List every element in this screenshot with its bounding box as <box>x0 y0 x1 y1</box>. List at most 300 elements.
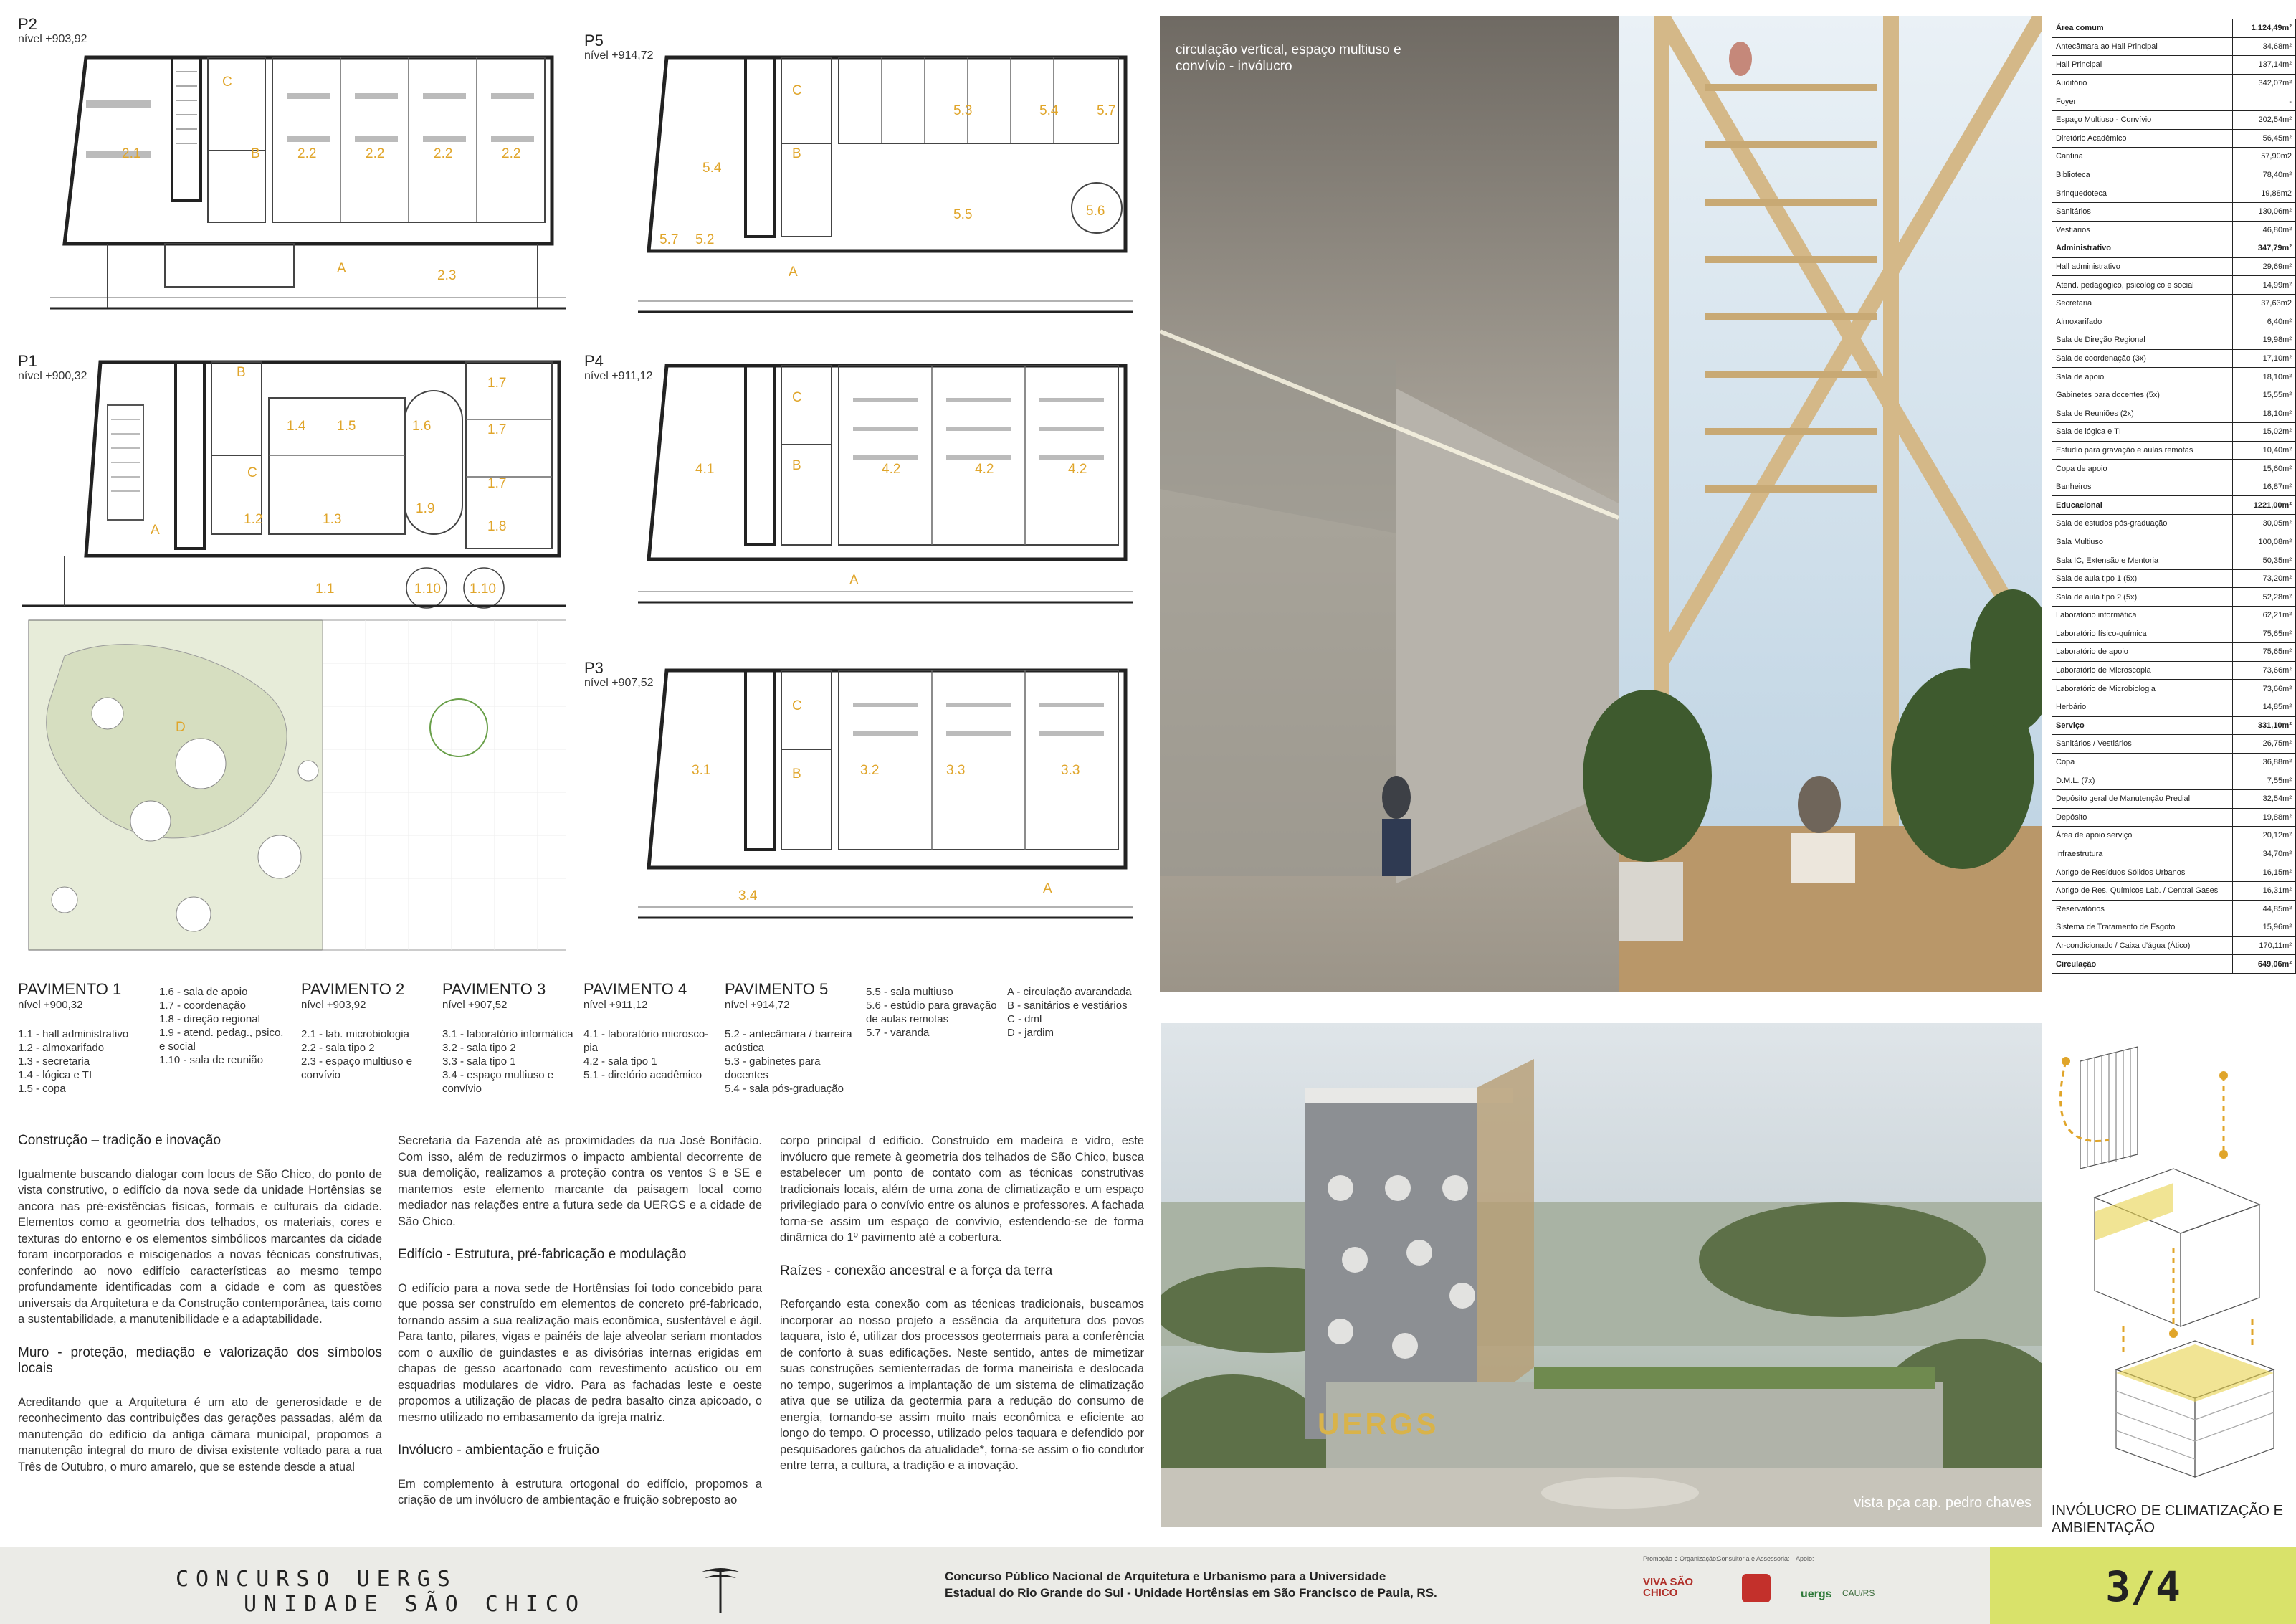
legend-common-areas <box>1007 985 1131 1040</box>
uergs-logo: uergs <box>1801 1588 1832 1600</box>
area-row <box>2052 56 2296 75</box>
legend-item: e social <box>159 1040 196 1053</box>
area-row <box>2052 845 2296 863</box>
legend-item: 2.2 - sala tipo 2 <box>301 1042 375 1054</box>
area-row <box>2052 625 2296 643</box>
area-value: 130,06m² <box>2233 202 2296 221</box>
room-label: C <box>792 698 802 713</box>
caption-interior: circulação vertical, espaço multiuso e convívio - invólucro <box>1176 42 1401 74</box>
legend-item: convívio <box>442 1083 482 1095</box>
page-badge <box>1990 1547 2296 1624</box>
room-label: 1.7 <box>487 476 507 491</box>
legend-item: 5.6 - estúdio para gravação <box>866 999 997 1012</box>
area-name: Sanitários / Vestiários <box>2052 735 2233 754</box>
level-name: P5 <box>584 32 604 49</box>
area-row <box>2052 551 2296 570</box>
support-label: Apoio: <box>1796 1555 1814 1562</box>
legend-elevation: nível +900,32 <box>18 999 83 1011</box>
area-row <box>2052 789 2296 808</box>
area-name: Copa de apoio <box>2052 460 2233 478</box>
room-label: 1.4 <box>287 419 306 434</box>
area-value: 15,96m² <box>2233 918 2296 937</box>
room-label: 5.6 <box>1086 204 1105 219</box>
room-label: A <box>337 261 346 276</box>
contest-description <box>945 1568 1437 1601</box>
area-name: Sistema de Tratamento de Esgoto <box>2052 918 2233 937</box>
area-name: D.M.L. (7x) <box>2052 771 2233 790</box>
text-column-2 <box>398 1133 762 1526</box>
room-label: C <box>792 83 802 98</box>
room-label: B <box>792 766 801 782</box>
area-row <box>2052 735 2296 754</box>
area-name: Sala de Direção Regional <box>2052 331 2233 350</box>
area-value: 16,87m² <box>2233 478 2296 496</box>
legend-elevation: nível +911,12 <box>583 999 648 1011</box>
level-elevation: nível +903,92 <box>18 33 87 45</box>
paragraph: Acreditando que a Arquitetura é um ato de generosidade e de reconhecimento das contribuições das gerações passadas, além da manutenção do edifício da antiga câmara municipal, propomos a manutenção integral do muro de divisa existente voltado para a rua Três de Outubro, o muro amarelo, que se estende desde a atual <box>18 1395 382 1473</box>
area-row <box>2052 607 2296 625</box>
legend-item: 2.3 - espaço multiuso e <box>301 1055 413 1068</box>
legend-item: 5.3 - gabinetes para <box>725 1055 821 1068</box>
area-row <box>2052 184 2296 203</box>
section-heading: Muro - proteção, mediação e valorização dos símbolos locais <box>18 1344 382 1376</box>
legend-elevation: nível +907,52 <box>442 999 508 1011</box>
area-row <box>2052 460 2296 478</box>
floor-plan-p1 <box>22 355 566 957</box>
legend-item: 1.5 - copa <box>18 1083 66 1095</box>
area-value: 44,85m² <box>2233 900 2296 918</box>
caption-diagram: INVÓLUCRO DE CLIMATIZAÇÃO E AMBIENTAÇÃO <box>2052 1503 2284 1536</box>
area-table <box>2052 19 2296 974</box>
area-value: 7,55m² <box>2233 771 2296 790</box>
area-value: 202,54m² <box>2233 110 2296 129</box>
caption-exterior: vista pça cap. pedro chaves <box>1854 1495 2031 1511</box>
area-name: Brinquedoteca <box>2052 184 2233 203</box>
legend-item: 5.5 - sala multiuso <box>866 986 953 998</box>
legend-item: 5.1 - diretório acadêmico <box>583 1069 702 1081</box>
area-value: 17,10m² <box>2233 349 2296 368</box>
area-name: Administrativo <box>2052 239 2233 258</box>
description-line: Concurso Público Nacional de Arquitetura e Urbanismo para a Universidade <box>945 1570 1386 1583</box>
level-name: P1 <box>18 352 37 370</box>
area-row <box>2052 771 2296 790</box>
area-value: 62,21m² <box>2233 607 2296 625</box>
area-name: Sala IC, Extensão e Mentoria <box>2052 551 2233 570</box>
area-row <box>2052 166 2296 184</box>
promo-label: Promoção e Organização: <box>1643 1555 1718 1562</box>
area-name: Sala de apoio <box>2052 368 2233 386</box>
legend-title: PAVIMENTO 2 <box>301 980 405 998</box>
interior-render <box>1160 16 2042 992</box>
legend-item: docentes <box>725 1069 768 1081</box>
area-row <box>2052 808 2296 827</box>
area-row <box>2052 478 2296 496</box>
area-name: Circulação <box>2052 955 2233 974</box>
area-name: Educacional <box>2052 496 2233 515</box>
room-label: D <box>176 720 186 735</box>
room-label: B <box>792 458 801 473</box>
room-label: 1.7 <box>487 376 507 391</box>
legend-pavimento-3 <box>442 981 573 1096</box>
area-value: 649,06m² <box>2233 955 2296 974</box>
contest-title-line1: CONCURSO UERGS <box>176 1567 457 1592</box>
area-value: 56,45m² <box>2233 129 2296 148</box>
area-name: Sala de coordenação (3x) <box>2052 349 2233 368</box>
room-label: 1.3 <box>323 512 342 527</box>
area-name: Copa <box>2052 753 2233 771</box>
legend-title: PAVIMENTO 4 <box>583 980 687 998</box>
legend-item: 3.2 - sala tipo 2 <box>442 1042 516 1054</box>
area-value: 342,07m² <box>2233 74 2296 92</box>
area-row <box>2052 680 2296 698</box>
legend-pavimento-2 <box>301 981 412 1082</box>
area-value: 75,65m² <box>2233 643 2296 662</box>
area-value: 19,88m² <box>2233 808 2296 827</box>
area-value: 26,75m² <box>2233 735 2296 754</box>
area-row <box>2052 202 2296 221</box>
area-row <box>2052 863 2296 882</box>
level-elevation: nível +914,72 <box>584 49 654 62</box>
area-value: 137,14m² <box>2233 56 2296 75</box>
legend-item: 1.7 - coordenação <box>159 999 246 1012</box>
uergs-sign: UERGS <box>1318 1407 1439 1440</box>
area-name: Espaço Multiuso - Convívio <box>2052 110 2233 129</box>
area-value: 15,55m² <box>2233 386 2296 404</box>
legend-item: 4.1 - laboratório microsco- <box>583 1028 709 1040</box>
level-name: P2 <box>18 15 37 33</box>
area-row <box>2052 110 2296 129</box>
area-name: Ar-condicionado / Caixa d'água (Ático) <box>2052 936 2233 955</box>
area-name: Depósito geral de Manutenção Predial <box>2052 789 2233 808</box>
area-name: Herbário <box>2052 698 2233 716</box>
area-value: 73,20m² <box>2233 569 2296 588</box>
level-elevation: nível +900,32 <box>18 370 87 382</box>
room-label: 2.3 <box>437 268 457 283</box>
area-value: 331,10m² <box>2233 716 2296 735</box>
legend-item: 3.3 - sala tipo 1 <box>442 1055 516 1068</box>
area-name: Almoxarifado <box>2052 313 2233 331</box>
legend-item: acústica <box>725 1042 765 1054</box>
legend-item: convívio <box>301 1069 341 1081</box>
legend-item: 3.1 - laboratório informática <box>442 1028 573 1040</box>
area-name: Sala de Reuniões (2x) <box>2052 404 2233 423</box>
area-name: Laboratório de apoio <box>2052 643 2233 662</box>
area-value: 30,05m² <box>2233 515 2296 533</box>
room-label: 5.2 <box>695 232 715 247</box>
room-label: B <box>251 146 260 161</box>
area-name: Sala de aula tipo 1 (5x) <box>2052 569 2233 588</box>
room-label: 3.3 <box>946 763 966 778</box>
area-name: Depósito <box>2052 808 2233 827</box>
area-value: 75,65m² <box>2233 625 2296 643</box>
araucaria-tree-icon <box>699 1562 742 1616</box>
room-label: 5.4 <box>1039 103 1059 118</box>
area-name: Laboratório informática <box>2052 607 2233 625</box>
room-label: 4.2 <box>1068 462 1087 477</box>
area-name: Secretaria <box>2052 294 2233 313</box>
room-label: C <box>247 465 257 480</box>
legend-item: pia <box>583 1042 599 1054</box>
legend-item: 5.2 - antecâmara / barreira <box>725 1028 852 1040</box>
area-value: 29,69m² <box>2233 257 2296 276</box>
legend-item: 1.2 - almoxarifado <box>18 1042 105 1054</box>
area-row <box>2052 74 2296 92</box>
exterior-render <box>1161 1023 2042 1527</box>
area-value: 36,88m² <box>2233 753 2296 771</box>
room-label: B <box>792 146 801 161</box>
area-value: 14,85m² <box>2233 698 2296 716</box>
legend-pavimento-5 <box>725 981 852 1096</box>
area-row <box>2052 753 2296 771</box>
section-heading: Raízes - conexão ancestral e a força da terra <box>780 1263 1053 1278</box>
area-row <box>2052 148 2296 166</box>
level-elevation: nível +907,52 <box>584 677 654 689</box>
legend-item: 4.2 - sala tipo 1 <box>583 1055 657 1068</box>
room-label: 1.5 <box>337 419 356 434</box>
legend-item: 1.6 - sala de apoio <box>159 986 248 998</box>
area-row <box>2052 643 2296 662</box>
area-row <box>2052 588 2296 607</box>
area-value: 46,80m² <box>2233 221 2296 239</box>
area-value: 34,68m² <box>2233 37 2296 56</box>
room-label: 4.2 <box>882 462 901 477</box>
level-p2-header <box>18 16 87 46</box>
room-label: 1.9 <box>416 501 435 516</box>
room-label: 3.4 <box>738 888 758 903</box>
room-label: 4.1 <box>695 462 715 477</box>
area-name: Sanitários <box>2052 202 2233 221</box>
area-name: Vestiários <box>2052 221 2233 239</box>
legend-pavimento-1 <box>18 981 128 1096</box>
area-row <box>2052 900 2296 918</box>
room-label: 1.7 <box>487 422 507 437</box>
area-name: Auditório <box>2052 74 2233 92</box>
area-name: Banheiros <box>2052 478 2233 496</box>
area-row <box>2052 918 2296 937</box>
area-row <box>2052 221 2296 239</box>
area-row <box>2052 37 2296 56</box>
area-row <box>2052 569 2296 588</box>
area-name: Reservatórios <box>2052 900 2233 918</box>
area-row <box>2052 331 2296 350</box>
area-value: 16,15m² <box>2233 863 2296 882</box>
envelope-diagram <box>2052 1032 2295 1491</box>
area-row <box>2052 313 2296 331</box>
paragraph: O edifício para a nova sede de Hortênsias foi todo concebido para que possa ser construído em elementos de concreto pré-fabricado, tornando assim a sua realização mais econômica, sustentável e ágil. Para tanto, pilares, vigas e painéis de laje alveolar seriam montados com o auxílio de guindastes e as divisórias internas erigidas em chapas de gesso acartonado com revestimento acústico ou em esquadrias modulares de vidro. Para as fachadas leste e oeste propomos a utilização de placas de pedra basalto cinza apicoado, o mesmo utilizado no embasamento da igreja matriz. <box>398 1281 762 1424</box>
area-name: Cantina <box>2052 148 2233 166</box>
room-label: 5.4 <box>702 161 722 176</box>
floor-plan-p5 <box>638 43 1133 315</box>
area-value: 34,70m² <box>2233 845 2296 863</box>
cau-logo: CAU/RS <box>1842 1588 1875 1598</box>
room-label: 2.2 <box>297 146 317 161</box>
area-row <box>2052 386 2296 404</box>
area-name: Hall Principal <box>2052 56 2233 75</box>
consult-label: Consultoria e Assessoria: <box>1717 1555 1790 1562</box>
room-label: A <box>849 573 859 588</box>
area-row <box>2052 276 2296 295</box>
room-label: 2.2 <box>434 146 453 161</box>
room-label: 5.3 <box>953 103 973 118</box>
consultancy-logo <box>1742 1574 1771 1602</box>
floor-plan-p2 <box>50 43 566 315</box>
area-value: 170,11m² <box>2233 936 2296 955</box>
area-name: Abrigo de Resíduos Sólidos Urbanos <box>2052 863 2233 882</box>
legend-item: 1.3 - secretaria <box>18 1055 90 1068</box>
area-value: 50,35m² <box>2233 551 2296 570</box>
floor-plan-p3 <box>638 660 1133 929</box>
text-column-3 <box>780 1133 1144 1491</box>
room-label: C <box>222 75 232 90</box>
area-value: 52,28m² <box>2233 588 2296 607</box>
area-name: Estúdio para gravação e aulas remotas <box>2052 441 2233 460</box>
area-name: Infraestrutura <box>2052 845 2233 863</box>
legend-item: 5.4 - sala pós-graduação <box>725 1083 844 1095</box>
text-column-1 <box>18 1133 382 1492</box>
area-row <box>2052 368 2296 386</box>
footer <box>0 1547 2296 1624</box>
area-value: 73,66m² <box>2233 661 2296 680</box>
legend-item: C - dml <box>1007 1013 1042 1025</box>
area-value: 18,10m² <box>2233 404 2296 423</box>
paragraph: Secretaria da Fazenda até as proximidades da rua José Bonifácio. Com isso, além de reduzirmos o impacto ambiental decorrente de sua demolição, realizamos a proteção contra os ventos S e SE e mantemos este elemento marcante da paisagem local como mediador nas relações entre a futura sede da UERGS e a cidade de São Chico. <box>398 1134 762 1228</box>
description-line: Estadual do Rio Grande do Sul - Unidade Hortênsias em São Francisco de Paula, RS. <box>945 1586 1437 1600</box>
area-row <box>2052 404 2296 423</box>
area-name: Sala de estudos pós-graduação <box>2052 515 2233 533</box>
area-value: 347,79m² <box>2233 239 2296 258</box>
area-row <box>2052 294 2296 313</box>
contest-title-line2: UNIDADE SÃO CHICO <box>244 1592 586 1617</box>
legend-elevation: nível +903,92 <box>301 999 366 1011</box>
area-value: 57,90m2 <box>2233 148 2296 166</box>
area-row <box>2052 129 2296 148</box>
section-heading: Edifício - Estrutura, pré-fabricação e modulação <box>398 1247 687 1262</box>
legend-item: 1.8 - direção regional <box>159 1013 260 1025</box>
area-row <box>2052 955 2296 974</box>
area-row <box>2052 92 2296 111</box>
area-name: Sala Multiuso <box>2052 533 2233 551</box>
area-name: Sala de lógica e TI <box>2052 423 2233 442</box>
paragraph: Igualmente buscando dialogar com locus de São Chico, do ponto de vista construtivo, o edifício da nova sede da unidade Hortênsias se ancora nas pré-existências físicas, formais e culturais da cidade. Elementos como a geometria dos telhados, os materiais, cores e texturas do entorno e os elementos simbólicos marcantes da cidade foram incorporados e miscigenados a novas técnicas construtivas, conferindo ao novo edifício características ao mesmo tempo profundamente identificadas com a cidade e com as questões universais da Arquitetura e da Construção contemporânea, tais como a sustentabilidade, a manutenibilidade e a adaptabilidade. <box>18 1167 382 1326</box>
area-value: 37,63m2 <box>2233 294 2296 313</box>
area-row <box>2052 423 2296 442</box>
area-row <box>2052 533 2296 551</box>
room-label: 5.5 <box>953 207 973 222</box>
legend-item: 1.4 - lógica e TI <box>18 1069 92 1081</box>
section-heading: Invólucro - ambientação e fruição <box>398 1443 599 1458</box>
room-label: A <box>1043 881 1052 896</box>
area-name: Laboratório de Microbiologia <box>2052 680 2233 698</box>
room-label: C <box>792 390 802 405</box>
room-label: 1.6 <box>412 419 432 434</box>
room-label: 3.2 <box>860 763 880 778</box>
room-label: 1.8 <box>487 519 507 534</box>
area-name: Sala de aula tipo 2 (5x) <box>2052 588 2233 607</box>
area-name: Diretório Acadêmico <box>2052 129 2233 148</box>
area-value: 10,40m² <box>2233 441 2296 460</box>
area-value: 73,66m² <box>2233 680 2296 698</box>
area-value: - <box>2233 92 2296 111</box>
legend-item: 3.4 - espaço multiuso e <box>442 1069 554 1081</box>
room-label: A <box>151 523 160 538</box>
paragraph: corpo principal d edifício. Construído em madeira e vidro, este invólucro que remete à geometria dos telhados de São Chico, busca estabelecer um ponto de contato com as técnicas construtivas tradicionais locais, além de uma zona de climatização e um espaço privilegiado para o convívio entre os alunos e professores. A fachada torna-se assim um espaço de convívio, estendendo-se de forma dinâmica do 1º pavimento até a cobertura. <box>780 1134 1144 1244</box>
legend-item: 2.1 - lab. microbiologia <box>301 1028 409 1040</box>
area-name: Gabinetes para docentes (5x) <box>2052 386 2233 404</box>
legend-pavimento-4 <box>583 981 708 1082</box>
area-name: Antecâmara ao Hall Principal <box>2052 37 2233 56</box>
area-value: 32,54m² <box>2233 789 2296 808</box>
legend-pavimento-5-cont <box>866 985 997 1040</box>
legend-item: 5.7 - varanda <box>866 1027 930 1039</box>
area-row <box>2052 881 2296 900</box>
legend-item: A - circulação avarandada <box>1007 986 1132 998</box>
area-value: 20,12m² <box>2233 827 2296 845</box>
legend-item: B - sanitários e vestiários <box>1007 999 1128 1012</box>
area-value: 16,31m² <box>2233 881 2296 900</box>
room-label: 2.2 <box>366 146 385 161</box>
room-label: A <box>789 265 798 280</box>
room-label: 5.7 <box>659 232 679 247</box>
floor-plan-p4 <box>638 355 1133 613</box>
area-row <box>2052 349 2296 368</box>
room-label: 2.1 <box>122 146 141 161</box>
legend-title: PAVIMENTO 3 <box>442 980 546 998</box>
room-label: 4.2 <box>975 462 994 477</box>
area-name: Biblioteca <box>2052 166 2233 184</box>
area-row <box>2052 827 2296 845</box>
legend-item: 1.10 - sala de reunião <box>159 1054 264 1066</box>
room-label: 3.1 <box>692 763 711 778</box>
area-row <box>2052 698 2296 716</box>
area-name: Atend. pedagógico, psicológico e social <box>2052 276 2233 295</box>
area-name: Área de apoio serviço <box>2052 827 2233 845</box>
section-heading: Construção – tradição e inovação <box>18 1133 221 1148</box>
area-row <box>2052 441 2296 460</box>
room-label: 1.10 <box>414 581 441 597</box>
level-name: P4 <box>584 352 604 370</box>
room-label: 1.1 <box>315 581 335 597</box>
page-number: 3/4 <box>2105 1562 2181 1611</box>
room-label: 5.7 <box>1097 103 1116 118</box>
room-label: 1.10 <box>470 581 496 597</box>
room-label: 3.3 <box>1061 763 1080 778</box>
area-value: 100,08m² <box>2233 533 2296 551</box>
area-name: Hall administrativo <box>2052 257 2233 276</box>
area-row <box>2052 257 2296 276</box>
area-name: Laboratório de Microscopia <box>2052 661 2233 680</box>
area-value: 15,60m² <box>2233 460 2296 478</box>
legend-item: de aulas remotas <box>866 1013 949 1025</box>
legend-pavimento-1-cont <box>159 985 283 1067</box>
room-label: 1.2 <box>244 512 263 527</box>
area-row <box>2052 239 2296 258</box>
level-elevation: nível +911,12 <box>584 370 653 382</box>
legend-item: 1.1 - hall administrativo <box>18 1028 129 1040</box>
area-value: 1.124,49m² <box>2233 19 2296 38</box>
area-name: Abrigo de Res. Químicos Lab. / Central Gases <box>2052 881 2233 900</box>
room-label: 2.2 <box>502 146 521 161</box>
area-value: 6,40m² <box>2233 313 2296 331</box>
area-value: 19,98m² <box>2233 331 2296 350</box>
area-value: 19,88m2 <box>2233 184 2296 203</box>
area-value: 14,99m² <box>2233 276 2296 295</box>
area-row <box>2052 936 2296 955</box>
area-value: 1221,00m² <box>2233 496 2296 515</box>
legend-item: D - jardim <box>1007 1027 1054 1039</box>
area-name: Foyer <box>2052 92 2233 111</box>
viva-sao-chico-logo: VIVA SÃO CHICO <box>1643 1576 1694 1599</box>
room-label: B <box>237 365 246 380</box>
